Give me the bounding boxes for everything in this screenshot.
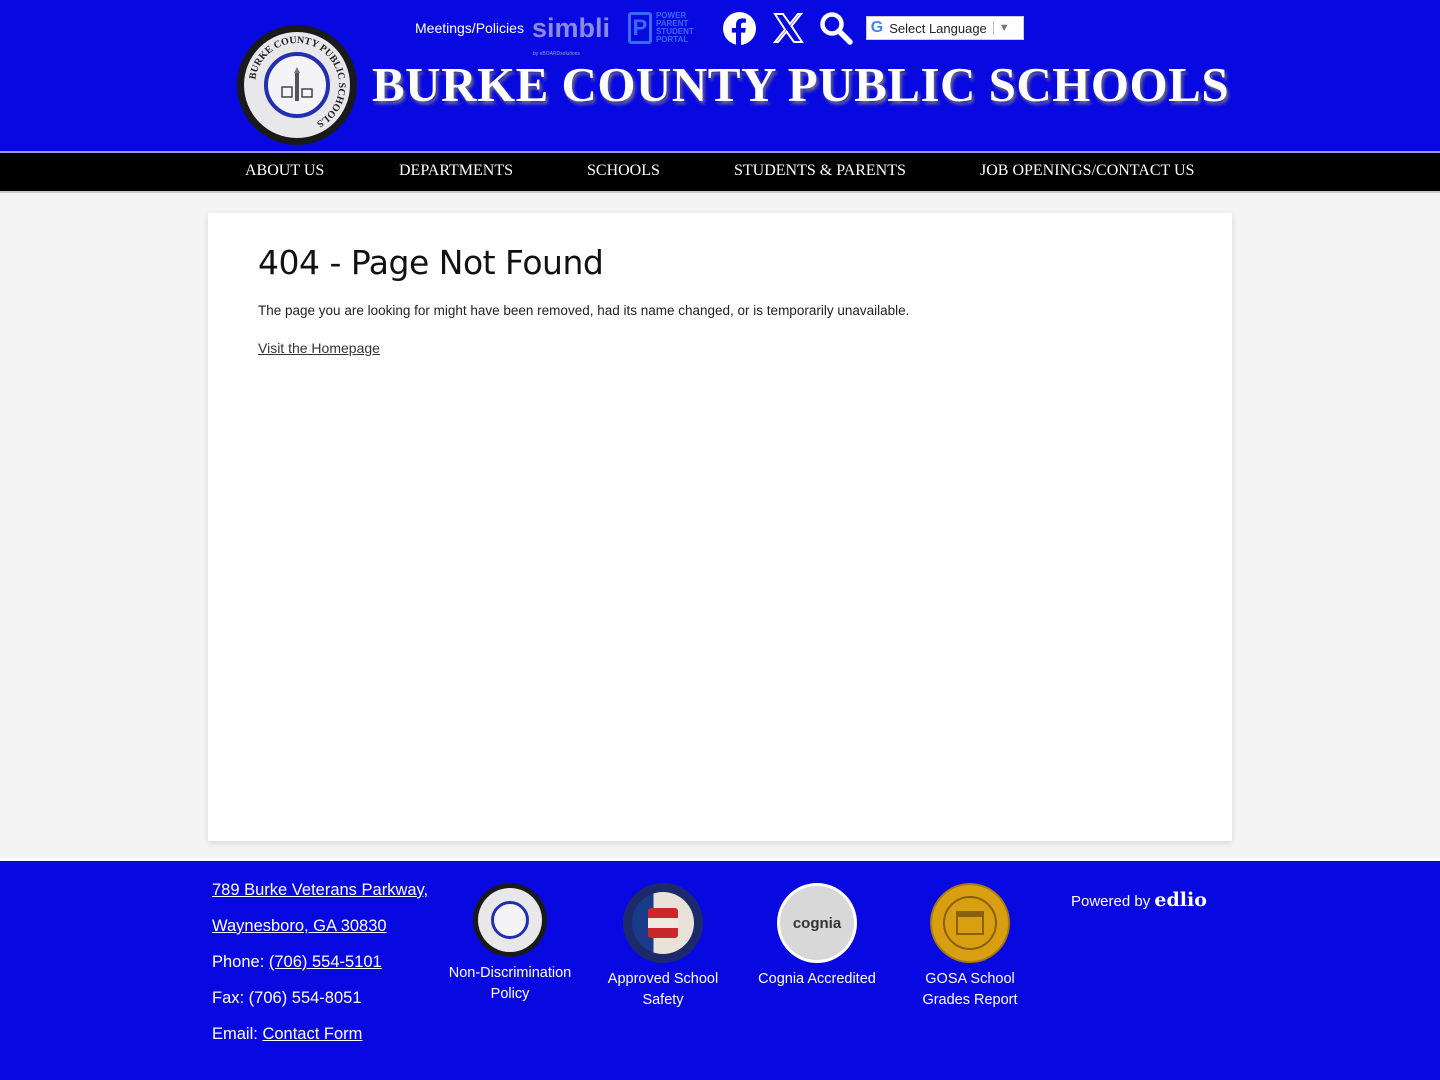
x-twitter-button[interactable] [770,10,806,46]
contact-info: 789 Burke Veterans Parkway, Waynesboro, GA 30830 Phone: (706) 554-5101 Fax: (706) 554-8051 Email: Contact Form [212,881,429,1043]
cognia-accredited-link[interactable]: cognia Cognia Accredited [747,883,887,990]
approved-school-safety-link[interactable]: Approved School Safety [593,883,733,1011]
gosa-school-grades-link[interactable]: GOSA School Grades Report [900,883,1040,1011]
main-nav [0,151,1440,193]
language-select[interactable]: G Select Language ▼ [866,16,1024,40]
visit-homepage-link[interactable]: Visit the Homepage [258,340,380,356]
phone-link[interactable]: (706) 554-5101 [268,953,382,971]
dropdown-arrow-icon: ▼ [998,22,1010,34]
nav-item-schools[interactable]: SCHOOLS [587,162,660,179]
powerschool-p-icon: P [628,12,652,44]
non-discrimination-policy-link[interactable]: Non-Discrimination Policy [440,883,580,1005]
edlio-logo: edlio [1154,889,1207,911]
parent-portal-link[interactable] [628,12,694,44]
search-button[interactable] [818,10,854,46]
district-seal-icon [473,883,547,957]
search-icon [819,11,853,45]
site-header [0,0,1440,151]
parent-portal-text: POWER PARENT STUDENT PORTAL [655,11,694,44]
nav-item-job-openings-contact[interactable]: JOB OPENINGS/CONTACT US [980,162,1195,179]
google-g-icon: G [870,19,884,36]
nav-item-students-parents[interactable]: STUDENTS & PARENTS [734,162,906,179]
site-footer [0,858,1440,1080]
svg-text:BURKE COUNTY PUBLIC SCHOOLS: BURKE COUNTY PUBLIC SCHOOLS [247,34,348,130]
main-content [208,213,1232,841]
powered-by-edlio-link[interactable]: Powered by edlio [1071,889,1207,911]
georgia-safety-seal-icon [623,883,703,963]
meetings-policies-link[interactable]: Meetings/Policies [415,20,524,36]
cognia-seal-icon: cognia [777,883,857,963]
seal-ring-text-icon [244,32,350,138]
facebook-button[interactable] [722,10,758,46]
error-message: The page you are looking for might have been removed, had its name changed, or is temporarily unavailable. [258,303,910,318]
x-twitter-icon [772,12,804,44]
page-title: 404 - Page Not Found [258,243,604,282]
district-seal-logo[interactable] [237,25,357,145]
site-title[interactable]: BURKE COUNTY PUBLIC SCHOOLS [372,57,1230,112]
facebook-icon [723,12,756,45]
simbli-logo-link[interactable]: simbli by eBOARDsolutions [531,13,610,57]
nav-item-about-us[interactable]: ABOUT US [245,162,325,179]
nav-item-departments[interactable]: DEPARTMENTS [399,162,514,179]
state-of-georgia-seal-icon [930,883,1010,963]
address-line2-link[interactable]: Waynesboro, GA 30830 [212,917,387,935]
fax-number: Fax: (706) 554-8051 [212,989,362,1007]
contact-form-link[interactable]: Contact Form [262,1025,363,1043]
address-line1-link[interactable]: 789 Burke Veterans Parkway, [212,881,429,899]
